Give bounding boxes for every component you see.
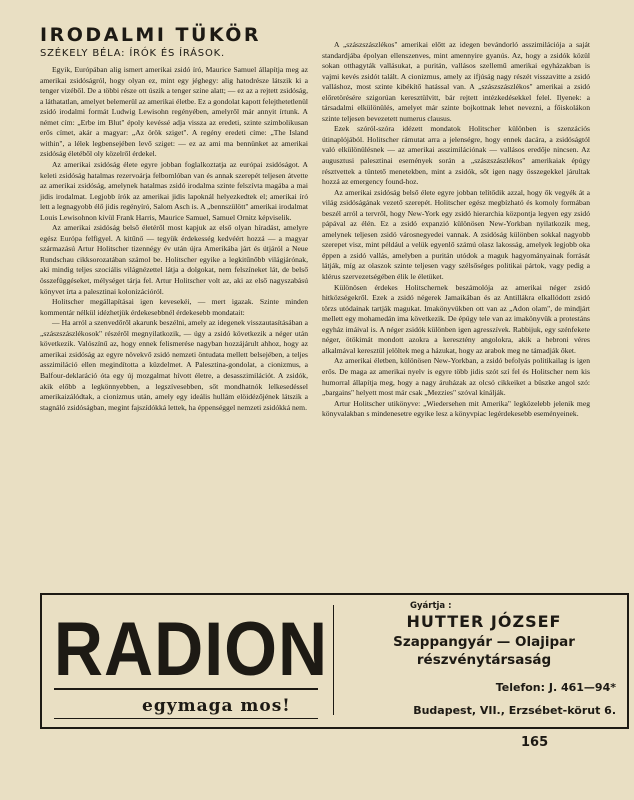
paragraph: Az amerikai életben, különösen New-Yorkban, a zsidó befolyás politikailag is igen erős. De maga az amerikai nyelv is egyre több jidis szót szí fel és Holitscher nem kis humorral állapítja meg, hogy a nagy áruházak az olcsó cikkeiket a büszke angol szó: „bargains" helyett most már csak „Mezzies" szóval kínálják. (322, 356, 590, 398)
advertisement (40, 593, 629, 729)
ad-slogan: egymaga mos! (142, 696, 291, 716)
paragraph: Az amerikai zsidóság belső élete egyre jobban telítődik azzal, hogy ők vegyék át a világ zsidóságának vezető szerepét. Holitscher egész megbízható és komoly formában beszél arról a tervről, hogy New-York egy zsidó hierarchia központja legyen egy zsidó pápával az élén. Ez a zsidó expanzió különösen New-Yorkban nyilatkozik meg, amelynek teljesen zsidó városnegyedei vannak. A zsidóság különben sokkal nagyobb szerepet visz, mint például a velük egyenlő számú olasz lakosság, amelyek legjobb oka éppen a zsidó vallás, amelyben a puritán utódok a maguk hagyományainak forrását látják, míg az olaszok szinte teljesen vagy szélsőséges politikai pártok, vagy pedig a klérus szervezetségében élik le életüket. (322, 187, 590, 282)
ad-maker-label: Gyártja : (410, 601, 452, 611)
paragraph: Egyik, Európában alig ismert amerikai zsidó író, Maurice Samuel állapítja meg az amerikai zsidóságról, hogy olyan ez, mint egy jéghegy: alig hatodrésze látszik ki a tenger vizéből. De a többi része ott úszik a tenger szine alatt; — ez az a rejtett zsidóság, a láthatatlan, amelyet belemerül az amerikai életbe. Ez a gondolat kapott felejthetetlenül zsidó irodalmi formát Ludwig Lewisohn regényében, amelyről már annyit írtunk. A német cím: „Erbe im Blut" époly kevéssé adja vissza az eredeti, szinte szimbolikusan erős címet, akár a magyar: „Az örök sziget". A regény eredeti címe: „The Island within", a lélek legbensejében levő sziget: — ez az ami ma bennünket az amerikai zsidóság életéből oly közelről érdekel. (40, 65, 308, 159)
paragraph: Artur Holitscher utikönyve: „Wiedersehen mit Amerika" legközelebb jelenik meg könyvalakban s mindenesetre egyike lesz a könyvpiac legérdekesebb eseményeinek. (322, 398, 590, 419)
paragraph: Holitscher megállapításai igen kevesekéi, — mert igazak. Szinte minden kommentár nélkül idézhetjük érdekesebbnél érdekesebb mondatait: (40, 297, 308, 317)
paragraph: — Ha arról a szenvedőről akarunk beszélni, amely az idegenek visszautasításában a „szászszászlékosok" részéről megnyilatkozik, — úgy a zsidó következik a néger után következik. Valószínű az, hogy ennek felismerése nagyban hozzájárult ahhoz, hogy az amerikai zsidóság az egyre növekvő zsidó nemzeti öntudata mellett belsejében, a teljes asszimiláció ellen megindította a küzdelmet. A Palesztina-gondolat, a cionizmus, a Balfour-deklaráció óta egy új mozgalmat hívott életre, a desasszimilációt. A zsidók, akik előbb a legkönnyebben, a legszívesebben, sőt mondhatnók lelkesedéssel amerikaizálódtak, a cionizmus után, amely egy ideális hullám elöidézőjének látszik a stagnáló zsidóságban, megint fajszídókká lettek, ha éppenséggel nemzeti zsidókká nem. (40, 318, 308, 412)
ad-rule (54, 688, 318, 690)
left-column (40, 0, 308, 413)
page-number: 165 (521, 735, 549, 750)
article-subtitle: SZÉKELY BÉLA: ÍRÓK ÉS ÍRÁSOK. (40, 47, 225, 59)
paragraph: Ezek szóról-szóra idézett mondatok Holitscher különben is szenzációs útinaplójából. Holitscher rámutat arra a jelenségre, hogy ennek dacára, a zsidóságtól való elkülönülésnek — az amerikai asszimilációnak — vallásos eredője nincsen. Az augusztusi palesztinai események során a „szászszászlékos" amerikaiak épúgy résztvettek a tüntető menetekben, mint a zsidók, sőt igen nagy összegekkel járultak hozzá az emergency found-hoz. (322, 124, 590, 187)
paragraph: Különösen érdekes Holitschernek beszámolója az amerikai néger zsidó hitközségekről. Ezek a zsidó négerek Jamaikában és az Antillákra elkallódott zsidó törzs utódainak tartják magukat. Imakönyvükben ott van az „Adon olam", de mindjárt mellett egy mohamedán ima következik. De épúgy tele van az imakönyvük a protestáns egyház imáival is. A néger zsidók különben igen agresszívek. Rabbijuk, egy szénfekete néger, ötökimát mondott azokra a keresztény angolokra, akik a hebroni véres alkalmával keresztül jelöltek meg a házukat, hogy az arabok meg ne támadják őket. (322, 282, 590, 355)
ad-company-name: HUTTER JÓZSEF (406, 612, 562, 631)
right-column (322, 40, 590, 420)
paragraph: A „szászszászlékos" amerikai előtt az idegen bevándorló asszimilációja a saját standardjába épolyan ellenszenves, mint amennyire gyanús. Az, hogy a zsidók közül sokan otthagyták vallásukat, a puritán, vallásos szellemű amerikai egyházakban is vajmi kevés zsidót talált. A cionizmus, amely az ifjúság nagy részét visszavitte a zsidó valláshoz, most szinte kibékítő hatással van. A „szászszászlékos" amerikai a zsidó előretörésére szigorúan keresztülvitt, bár rejtett intézkedésekkel felel. Ilyenek: a társadalmi elkülönülés, amelyet már szinte bojkottnak lehet nevezni, a főiskolákon szinte teljesen bevezetett numerus clausus. (322, 40, 590, 123)
page-title: IRODALMI TÜKÖR (40, 24, 262, 46)
ad-phone: Telefon: J. 461—94* (495, 681, 616, 694)
ad-company-line: Szappangyár — Olajipar (393, 634, 575, 650)
ad-rule (54, 718, 318, 719)
ad-address: Budapest, VII., Erzsébet-körut 6. (413, 704, 616, 717)
ad-divider (333, 605, 334, 715)
ad-company-line: részvénytársaság (416, 652, 552, 668)
paragraph: Az amerikai zsidóság élete egyre jobban foglalkoztatja az európai zsidóságot. A keleti zsidóság hatalmas rezervoárja felbomlóban van és annak szerepét teljesen átvette az amerikai zsidóság, amelynek hatalmas zsidó irodalma szinte felszívta magába a mai jidis irodalmat. Legjobb írók az amerikai jidis lapoknál helyezkedtek el; amerikai író lett a legnagyobb élő jidis regényíró, Salom Asch is. A „bennszülött" amerikai irodalmat Louis Lewisohnon kívül Frank Harris, Maurice Samuel, Samuel Ornitz képviselik. (40, 160, 308, 222)
ad-brand-name: RADION (53, 606, 329, 692)
paragraph: Az amerikai zsidóság belső életéről most kapjuk az első olyan híradást, amelyre egész Európa felfigyel. A kitűnő — tegyük érdekesség kedvéért hozzá — a magyar származású Artur Holitscher tizennégy év után újra Amerikába járt és útjáról a Neue Rundschau cikksorozatában számol be. Holitscher egyike a legkitűnőbb világjárónak, aki mindig teljes szociális világnézettel látja a dolgokat, nem felszíneket lát, de belső összefüggéseket, mélységet tárja fel. Artur Holitscher volt az, aki az első nagyszabású könyvet írta a palesztinai kolonizációról. (40, 223, 308, 296)
